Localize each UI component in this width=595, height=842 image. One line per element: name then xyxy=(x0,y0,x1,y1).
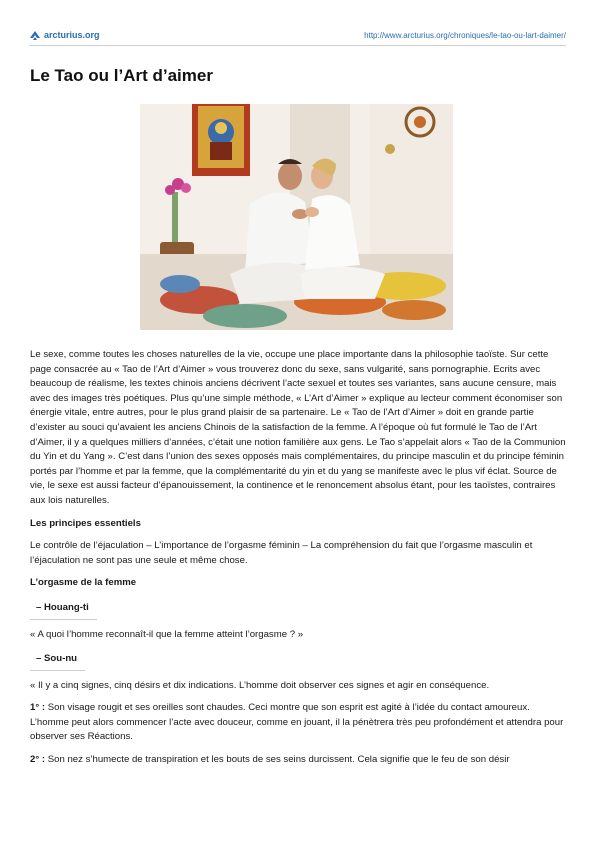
couple-meditating-photo xyxy=(140,104,453,330)
speaker-houang-ti: – Houang-ti xyxy=(30,601,97,620)
section-heading-principes: Les principes essentiels xyxy=(30,517,141,529)
sign-item-1-text: Son visage rougit et ses oreilles sont chaudes. Ceci montre que son esprit est agité à l’idée du contact amoureux. L’homme peut alors commencer l’acte avec douceur, comme en jouant, il la pénètrera très peu profondément et attendra pour observer ses Réactions. xyxy=(30,702,564,743)
article-hero-image xyxy=(140,104,453,330)
sign-item-1-number: 1° : xyxy=(30,702,46,714)
sign-item-2-number: 2° : xyxy=(30,754,46,766)
intro-paragraph: Le sexe, comme toutes les choses naturelles de la vie, occupe une place importante dans la philosophie taoïste. Sur cette page consacrée au « Tao de l’Art d’Aimer » vous trouverez donc du sexe, sans vulgarité, sans pornographie. Ecrits avec beaucoup de réalisme, les textes chinois anciens décrivent l’acte sexuel et toutes ses variantes, sans aucune censure, mais avec des images très poétiques. Plus qu’une simple méthode, « L’Art d’Aimer » explique au lecteur comment économiser son énergie vitale, entre autres, pour le plus grand plaisir de sa partenaire. Le « Tao de l’Art d’Aimer » doit en grande partie d’exister au souci qu’avaient les anciens Chinois de la satisfaction de la femme. A l’époque où fut formulé le Tao de l’Art d’Aimer, il y a quelques milliers d’années, c’était une notion familière aux gens. Le Tao s’appelait alors « Tao de la Communion du Yin et du Yang ». C’est dans l’union des sexes opposés mais complémentaires, du principe masculin et du principe féminin portés par l’homme et par la femme, que la complémentarité du yin et du yang se manifeste avec le plus vif éclat. Source de vie, le sexe est aussi facteur d’épanouissement, la continence et le renoncement absolus étant, pour les taoïstes, contraires aux lois naturelles. xyxy=(30,349,566,506)
page-url-link[interactable]: http://www.arcturius.org/chroniques/le-tao-ou-lart-daimer/ xyxy=(364,30,566,40)
arcturius-logo-icon xyxy=(30,30,40,40)
sign-item-1 xyxy=(30,701,568,745)
principes-paragraph: Le contrôle de l’éjaculation – L’importance de l’orgasme féminin – La compréhension du fait que l’orgasme masculin et l’éjaculation ne sont pas une seule et même chose. xyxy=(30,540,533,566)
quote-sou-nu: « Il y a cinq signes, cinq désirs et dix indications. L’homme doit observer ces signes et agir en conséquence. xyxy=(30,679,490,691)
quote-houang-ti: « A quoi l’homme reconnaît-il que la femme atteint l’orgasme ? » xyxy=(30,628,304,640)
page-header xyxy=(30,28,566,42)
site-name: arcturius.org xyxy=(44,30,100,40)
section-heading-orgasme: L’orgasme de la femme xyxy=(30,577,137,589)
article-body xyxy=(30,348,568,776)
sign-item-2-text: Son nez s’humecte de transpiration et les bouts de ses seins durcissent. Cela signifie que le feu de son désir xyxy=(45,754,510,766)
sign-item-2 xyxy=(30,753,568,768)
header-divider xyxy=(30,45,566,46)
article-title: Le Tao ou l’Art d’aimer xyxy=(30,66,213,85)
speaker-sou-nu: – Sou-nu xyxy=(30,652,85,671)
site-brand[interactable] xyxy=(30,30,100,40)
